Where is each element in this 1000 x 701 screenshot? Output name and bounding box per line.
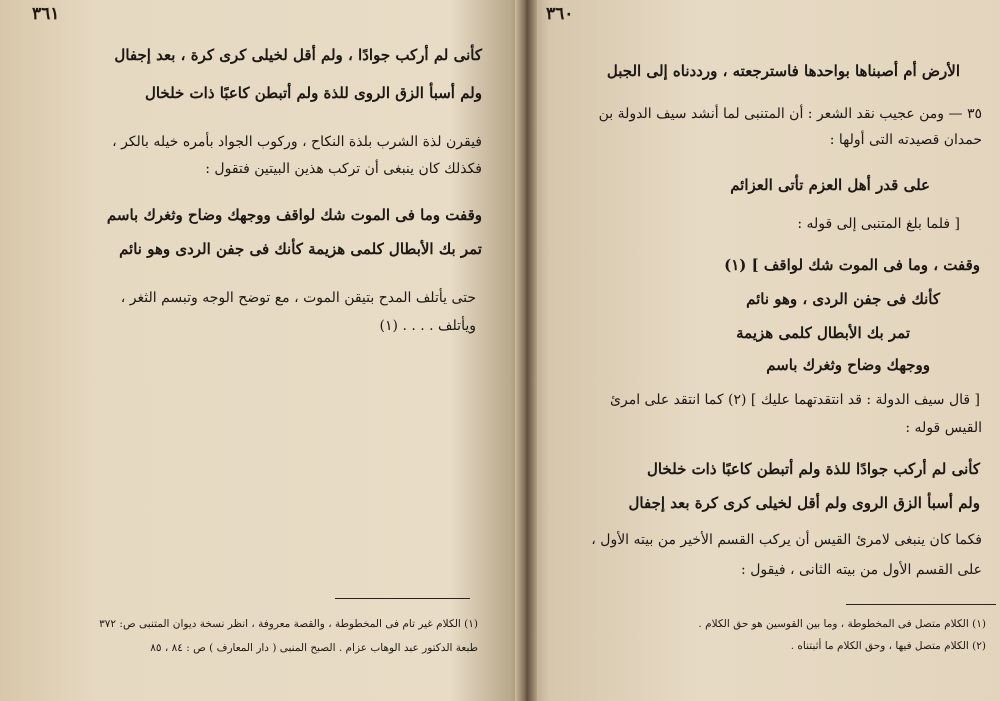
footnote: (٢) الكلام متصل فيها ، وحق الكلام ما أثبتناه . [790,640,986,652]
prose-line: فكذلك كان ينبغى أن تركب هذين البيتين فتقول : [205,161,482,177]
verse-line: وقفت ، وما فى الموت شك لواقف ] (١) [724,256,980,274]
footnote-rule [846,604,996,605]
prose-line: على القسم الأول من بيته الثانى ، فيقول : [741,562,982,578]
footnote-rule [335,598,470,599]
page-number: ٣٦١ [32,4,60,24]
prose-line: ويأتلف . . . . (١) [379,318,476,334]
verse-line: وقفت وما فى الموت شك لواقف ووجهك وضاح وثغرك باسم [106,206,482,224]
verse-line: كأنى لم أركب جوادًا للذة ولم أتبطن كاعبًا ذات خلخال [646,460,980,478]
verse-line: تمر بك الأبطال كلمى هزيمة [736,324,910,342]
section-heading: ٣٥ — ومن عجيب نقد الشعر : أن المتنبى لما أنشد سيف الدولة بن [598,106,982,122]
page-number: ٣٦٠ [546,4,574,24]
prose-line: حتى يأتلف المدح بتيقن الموت ، مع توضح الوجه وتبسم الثغر ، [120,290,476,306]
verse-line: ووجهك وضاح وثغرك باسم [766,356,930,374]
prose-line: حمدان قصيدته التى أولها : [829,132,982,148]
footnote: طبعة الدكتور عبد الوهاب عزام . الصبح المنبى ( دار المعارف ) ص : ٨٤ ، ٨٥ [150,642,478,654]
prose-line: [ قال سيف الدولة : قد انتقدتهما عليك ] (٢) كما انتقد على امرئ [610,392,980,408]
verse-line: ولم أسبأ الزق الروى ولم أقل لخيلى كرى كرة بعد إجفال [628,494,980,512]
verse-line: الأرض أم أصبناها بواحدها فاسترجعته ، ورددناه إلى الجبل [606,62,960,80]
prose-line: فكما كان ينبغى لامرئ القيس أن يركب القسم الأخير من بيته الأول ، [591,532,982,548]
verse-line: كأنك فى جفن الردى ، وهو نائم [746,290,940,308]
verse-line: ولم أسبأ الزق الروى للذة ولم أتبطن كاعبًا ذات خلخال [144,84,482,102]
verse-line: كأنى لم أركب جوادًا ، ولم أقل لخيلى كرى كرة ، بعد إجفال [114,46,482,64]
verse-line: تمر بك الأبطال كلمى هزيمة كأنك فى جفن الردى وهو نائم [119,240,482,258]
footnote: (١) الكلام غير تام فى المخطوطة ، والقصة معروفة ، انظر نسخة ديوان المتنبى ص: ٣٧٢ [99,618,478,630]
right-page [534,0,1000,701]
prose-line: فيقرن لذة الشرب بلذة النكاح ، وركوب الجواد بأمره خيله بالكر ، [112,134,482,150]
prose-line: [ فلما بلغ المتنبى إلى قوله : [797,216,960,232]
prose-line: القيس قوله : [905,420,982,436]
footnote: (١) الكلام متصل فى المخطوطة ، وما بين القوسين هو حق الكلام . [698,618,986,630]
verse-line: على قدر أهل العزم تأتى العزائم [730,176,930,194]
